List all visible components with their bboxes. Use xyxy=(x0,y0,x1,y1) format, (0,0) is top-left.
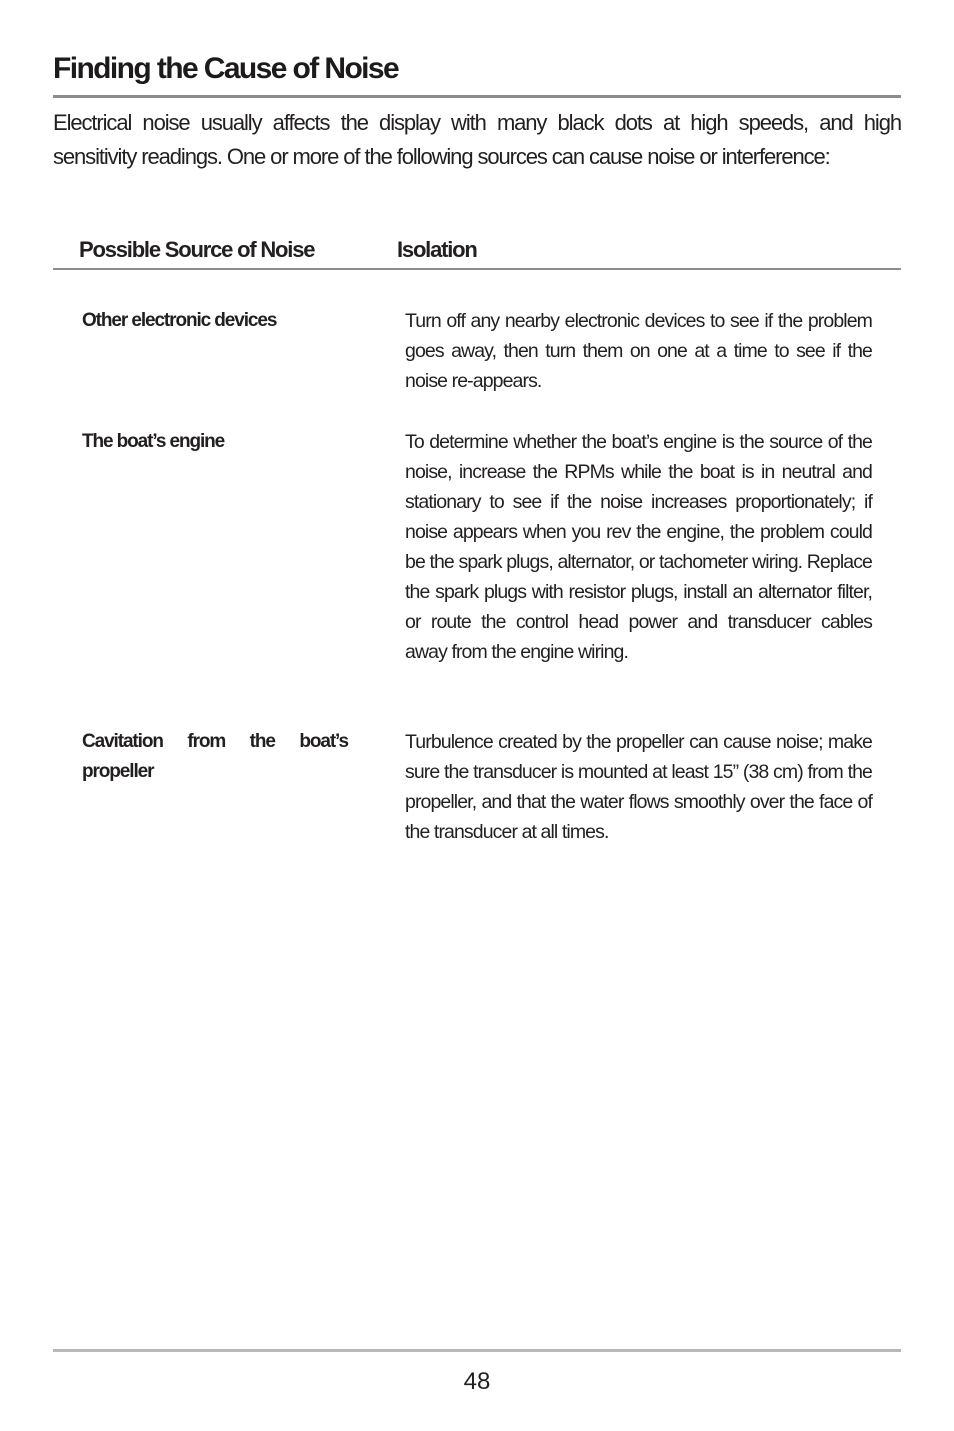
column-header-source: Possible Source of Noise xyxy=(79,237,315,262)
title-divider xyxy=(53,95,901,98)
page-title: Finding the Cause of Noise xyxy=(53,52,399,85)
row-source-label: Other electronic devices xyxy=(82,310,277,331)
row-isolation-text: Turbulence created by the propeller can cause noise; make sure the transducer is mounted at least 15” (38 cm) from the propeller, and that the water flows smoothly over the face of the transducer at all times. xyxy=(405,731,872,843)
footer-divider xyxy=(53,1349,901,1352)
page-number: 48 xyxy=(463,1368,491,1395)
column-header-isolation: Isolation xyxy=(397,237,477,262)
intro-paragraph: Electrical noise usually affects the display with many black dots at high speeds, and high sensitivity readings. One or more of the following sources can cause noise or interference: xyxy=(53,110,901,169)
row-isolation-text: Turn off any nearby electronic devices to see if the problem goes away, then turn them on one at a time to see if the noise re-appears. xyxy=(405,310,872,392)
row-source-label: Cavitation from the boat’s propeller xyxy=(82,731,348,782)
table-header-divider xyxy=(53,268,901,270)
row-isolation-text: To determine whether the boat’s engine is the source of the noise, increase the RPMs while the boat is in neutral and stationary to see if the noise increases proportionately; if noise appears when you rev the engine, the problem could be the spark plugs, alternator, or tachometer wiring. Replace the spark plugs with resistor plugs, install an alternator filter, or route the control head power and transducer cables away from the engine wiring. xyxy=(405,431,872,663)
row-source-label: The boat’s engine xyxy=(82,431,225,452)
